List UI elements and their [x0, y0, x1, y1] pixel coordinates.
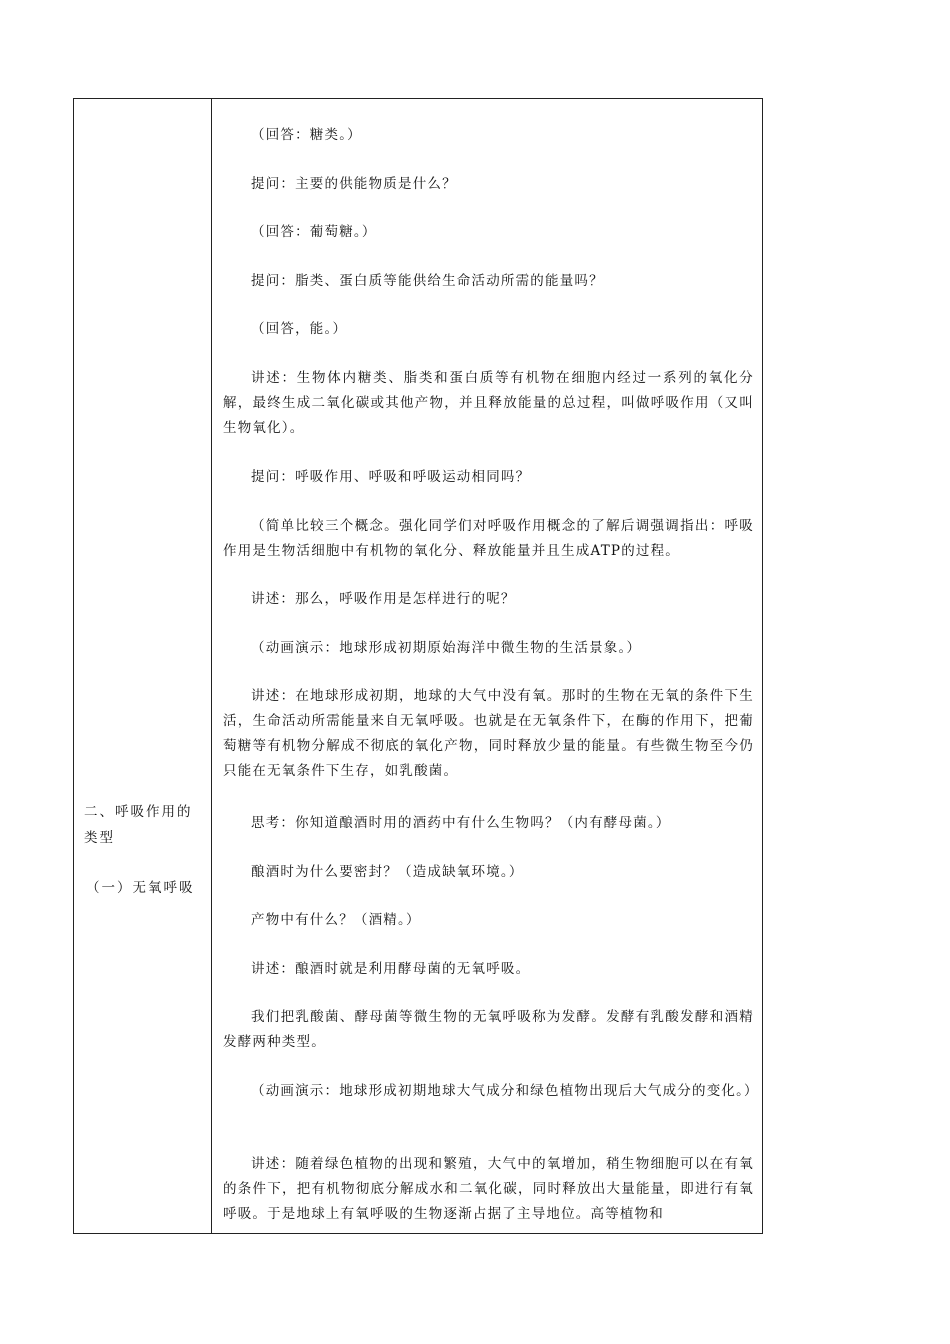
paragraph: 讲述：酿酒时就是利用酵母菌的无氧呼吸。 [251, 961, 531, 977]
left-column [74, 99, 211, 1233]
paragraph: 我们把乳酸菌、酵母菌等微生物的无氧呼吸称为发酵。发酵有乳酸发酵和酒精发酵两种类型。 [223, 1009, 754, 1050]
lesson-table [73, 98, 763, 1234]
right-column [213, 99, 761, 1233]
paragraph: 讲述：在地球形成初期，地球的大气中没有氧。那时的生物在无氧的条件下生活，生命活动所需能量来自无氧呼吸。也就是在无氧条件下，在酶的作用下，把葡萄糖等有机物分解成不彻底的氧化产物，同时释放少量的能量。有些微生物至今仍只能在无氧条件下生存，如乳酸菌。 [223, 688, 754, 779]
paragraph: 提问：主要的供能物质是什么？ [251, 176, 457, 192]
paragraph: （动画演示：地球形成初期原始海洋中微生物的生活景象。） [251, 640, 642, 656]
paragraph: 提问：呼吸作用、呼吸和呼吸运动相同吗？ [251, 469, 531, 485]
paragraph: 产物中有什么？（酒精。） [251, 912, 421, 928]
paragraph: 思考：你知道酿酒时用的酒药中有什么生物吗？（内有酵母菌。） [251, 815, 671, 831]
paragraph: （回答：糖类。） [251, 127, 362, 143]
paragraph: 讲述：随着绿色植物的出现和繁殖，大气中的氧增加，稍生物细胞可以在有氧的条件下，把有机物彻底分解成水和二氧化碳，同时释放出大量能量，即进行有氧呼吸。于是地球上有氧呼吸的生物逐渐占据了主导地位。高等植物和 [223, 1156, 754, 1222]
column-divider [211, 99, 212, 1233]
paragraph: （简单比较三个概念。强化同学们对呼吸作用概念的了解后调强调指出：呼吸作用是生物活细胞中有机物的氧化分、释放能量并且生成ATP的过程。 [223, 518, 754, 559]
paragraph: （回答：葡萄糖。） [251, 224, 377, 240]
subsection-title: （一）无氧呼吸 [86, 880, 195, 896]
paragraph: 讲述：那么，呼吸作用是怎样进行的呢？ [251, 591, 516, 607]
paragraph: （动画演示：地球形成初期地球大气成分和绿色植物出现后大气成分的变化。） [251, 1083, 759, 1099]
section-title: 二、呼吸作用的类型 [84, 804, 193, 846]
paragraph: 酿酒时为什么要密封？（造成缺氧环境。） [251, 864, 524, 880]
paragraph: 讲述：生物体内糖类、脂类和蛋白质等有机物在细胞内经过一系列的氧化分解，最终生成二氧化碳或其他产物，并且释放能量的总过程，叫做呼吸作用（又叫生物氧化）。 [223, 370, 754, 436]
paragraph: （回答，能。） [251, 321, 348, 337]
paragraph: 提问：脂类、蛋白质等能供给生命活动所需的能量吗？ [251, 273, 604, 289]
